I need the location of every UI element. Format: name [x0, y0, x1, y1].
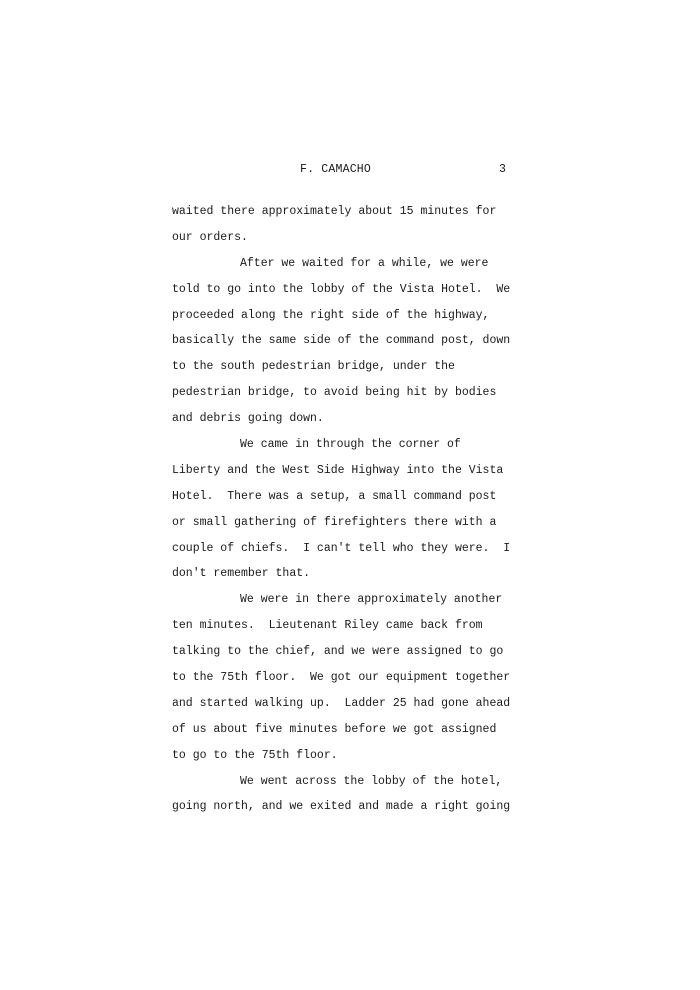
- transcript-line: ten minutes. Lieutenant Riley came back from: [172, 619, 483, 633]
- transcript-line: talking to the chief, and we were assigned to go: [172, 645, 504, 659]
- header-witness-name: F. CAMACHO: [300, 163, 372, 176]
- transcript-line: waited there approximately about 15 minutes for: [172, 205, 497, 218]
- header-page-number: 3: [499, 163, 506, 176]
- paragraph-first-line: We came in through the corner of: [240, 438, 461, 452]
- transcript-line: and started walking up. Ladder 25 had gone ahead: [172, 696, 511, 710]
- transcript-line: our orders.: [172, 230, 248, 244]
- paragraph-first-line: After we waited for a while, we were: [240, 256, 489, 270]
- transcript-line: of us about five minutes before we got assigned: [172, 722, 497, 736]
- transcript-line: pedestrian bridge, to avoid being hit by bodies: [172, 386, 497, 400]
- transcript-line: and debris going down.: [172, 412, 324, 426]
- transcript-line: basically the same side of the command post, down: [172, 334, 511, 348]
- transcript-line: to the south pedestrian bridge, under the: [172, 360, 455, 374]
- transcript-line: going north, and we exited and made a right going: [172, 800, 511, 814]
- transcript-body: [172, 199, 517, 820]
- transcript-line: to go to the 75th floor.: [172, 748, 338, 762]
- transcript-line: don't remember that.: [172, 567, 311, 581]
- transcript-line: told to go into the lobby of the Vista Hotel. We: [172, 282, 511, 296]
- page-header: [0, 163, 700, 181]
- paragraph-first-line: We were in there approximately another: [240, 593, 503, 607]
- transcript-line: or small gathering of firefighters there with a: [172, 515, 497, 529]
- transcript-line: proceeded along the right side of the highway,: [172, 308, 490, 322]
- transcript-line: Liberty and the West Side Highway into the Vista: [172, 463, 504, 477]
- transcript-line: to the 75th floor. We got our equipment together: [172, 671, 511, 685]
- transcript-line: couple of chiefs. I can't tell who they were. I: [172, 541, 511, 555]
- paragraph-first-line: We went across the lobby of the hotel,: [240, 774, 503, 788]
- transcript-line: Hotel. There was a setup, a small command post: [172, 489, 497, 503]
